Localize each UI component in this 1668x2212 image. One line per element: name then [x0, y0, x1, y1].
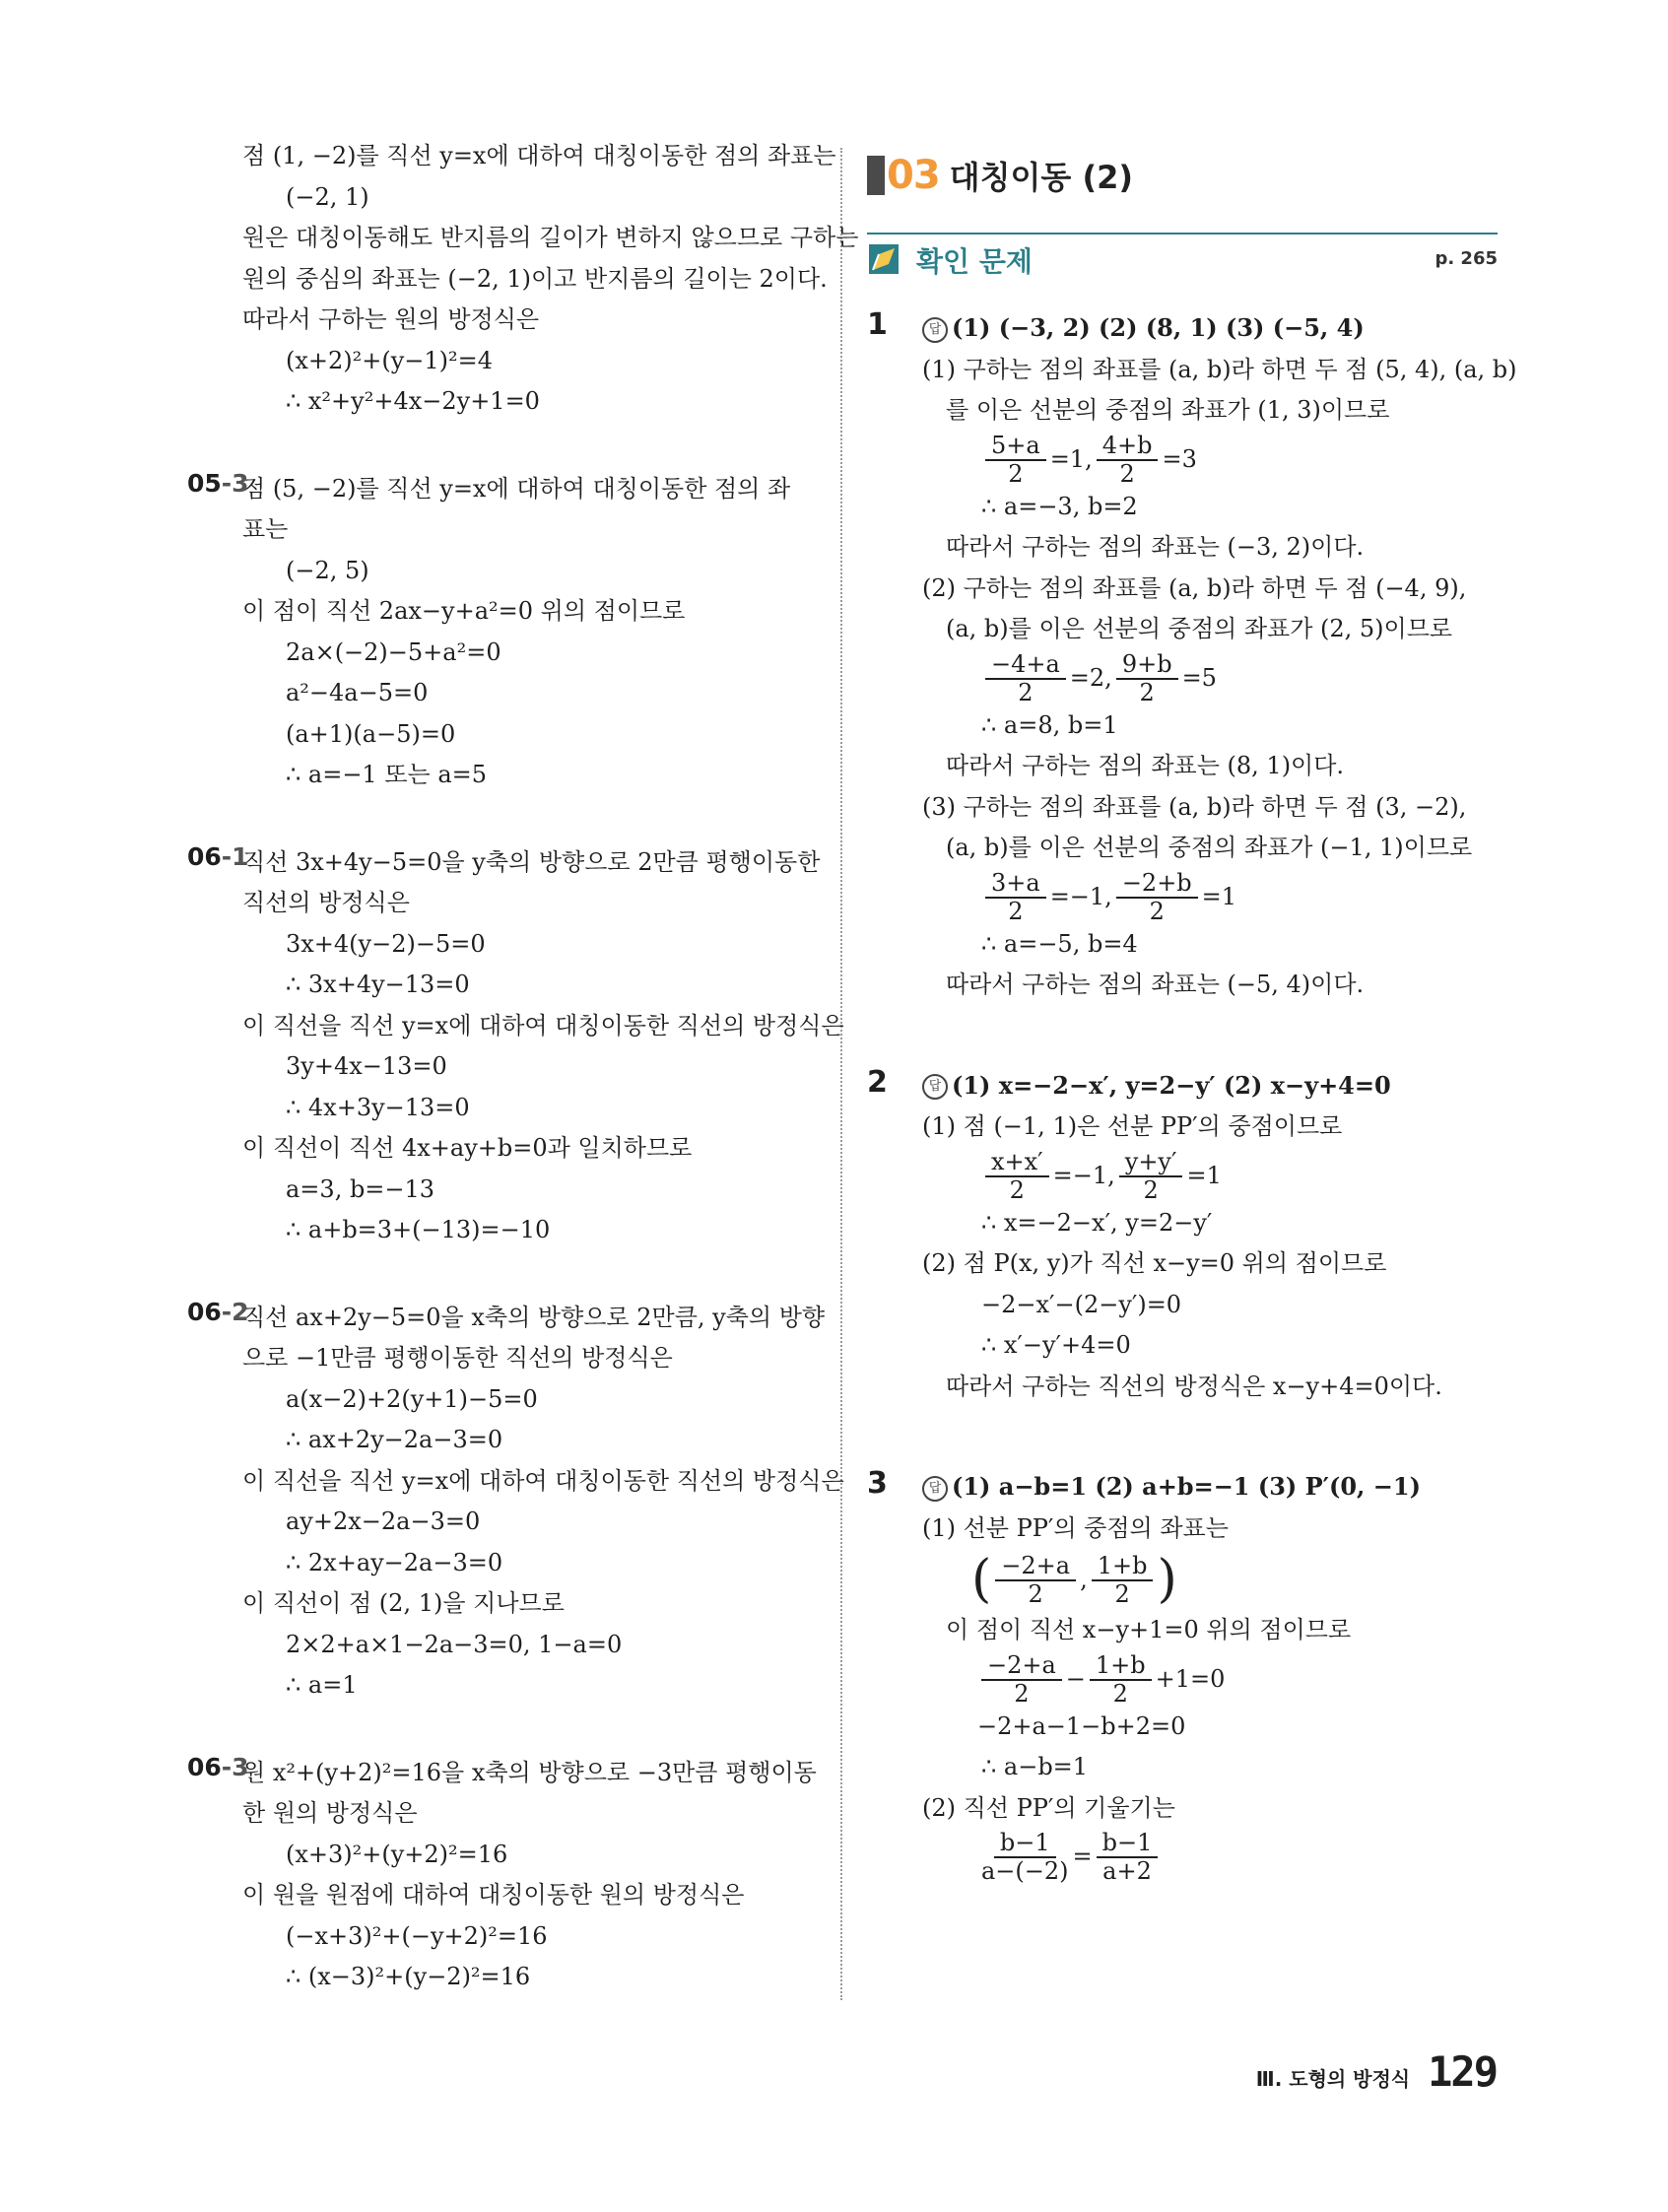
- fraction: $\frac{b-1}{a+2}$: [1097, 1829, 1159, 1884]
- solution-line: 직선의 방정식은: [242, 889, 410, 916]
- solution-line: 이 직선이 직선 4x+ay+b=0과 일치하므로: [242, 1134, 693, 1162]
- fraction-equation: $\frac{-4+a}{2}$ =2, $\frac{9+b}{2}$ =5: [922, 650, 1498, 705]
- page-number: 129: [1428, 2047, 1497, 2096]
- solution-line: a=3, b=−13: [286, 1174, 435, 1203]
- answer-line: [922, 1065, 1498, 1107]
- solution-line: ∴ a+b=3+(−13)=−10: [286, 1216, 551, 1243]
- solution-line: 따라서 구하는 직선의 방정식은 x−y+4=0이다.: [946, 1372, 1442, 1400]
- fraction: $\frac{-2+b}{2}$: [1116, 869, 1198, 924]
- solution-line: 원 x²+(y+2)²=16을 x축의 방향으로 −3만큼 평행이동: [242, 1758, 817, 1786]
- solution-line: ∴ 4x+3y−13=0: [286, 1093, 470, 1121]
- section-heading: [867, 154, 1133, 197]
- solution-line: 한 원의 방정식은: [242, 1799, 418, 1827]
- solution-line: (x+2)²+(y−1)²=4: [286, 346, 494, 374]
- problem-06-3: [187, 1753, 818, 1998]
- solution-line: 3y+4x−13=0: [286, 1052, 447, 1080]
- fraction: $\frac{5+a}{2}$: [985, 432, 1046, 487]
- solution-line: (a, b)를 이은 선분의 중점의 좌표가 (2, 5)이므로: [946, 615, 1453, 642]
- solution-line: 원은 대칭이동해도 반지름의 길이가 변하지 않으므로 구하는: [242, 224, 859, 251]
- midpoint-expression: ( $\frac{-2+a}{2}$ , $\frac{1+b}{2}$ ): [971, 1550, 1177, 1609]
- question-number: 1: [867, 307, 888, 342]
- solution-line: ∴ 2x+ay−2a−3=0: [286, 1548, 503, 1576]
- problem-number: 05-3: [187, 468, 249, 498]
- solution-line: (2) 점 P(x, y)가 직선 x−y=0 위의 점이므로: [922, 1249, 1387, 1277]
- solution-line: ∴ x′−y′+4=0: [981, 1331, 1131, 1359]
- problem-06-1: [187, 841, 844, 1251]
- solution-line: (2) 직선 PP′의 기울기는: [922, 1793, 1175, 1822]
- section-bar: [867, 156, 885, 195]
- column-divider: [840, 148, 842, 2000]
- question-2: [867, 1065, 1498, 1408]
- answer-badge: 답: [922, 1476, 948, 1502]
- answer-line: [922, 1466, 1498, 1508]
- solution-line: 으로 −1만큼 평행이동한 직선의 방정식은: [242, 1344, 673, 1372]
- section-number: 03: [887, 153, 940, 198]
- fraction-equation: $\frac{5+a}{2}$ =1, $\frac{4+b}{2}$ =3: [922, 432, 1498, 487]
- solution-line: 직선 ax+2y−5=0을 x축의 방향으로 2만큼, y축의 방향: [242, 1303, 826, 1331]
- answer-badge: 답: [922, 317, 948, 343]
- pencil-icon: [869, 244, 899, 274]
- answer-text: (1) (−3, 2) (2) (8, 1) (3) (−5, 4): [952, 313, 1365, 342]
- left-column: [187, 136, 859, 1998]
- solution-line: (−2, 1): [286, 182, 369, 211]
- solution-line: ∴ a=8, b=1: [981, 710, 1118, 739]
- solution-line: 표는: [242, 515, 289, 543]
- solution-line: (−x+3)²+(−y+2)²=16: [286, 1921, 548, 1950]
- solution-line: ∴ a−b=1: [981, 1753, 1089, 1780]
- solution-line: 점 (5, −2)를 직선 y=x에 대하여 대칭이동한 점의 좌: [242, 474, 791, 503]
- solution-line: (1) 구하는 점의 좌표를 (a, b)라 하면 두 점 (5, 4), (a, b): [922, 355, 1517, 383]
- fraction: $\frac{y+y'}{2}$: [1119, 1148, 1183, 1203]
- fraction: $\frac{x+x'}{2}$: [985, 1148, 1049, 1203]
- page-reference: p. 265: [1434, 248, 1498, 269]
- fraction: $\frac{1+b}{2}$: [1090, 1651, 1152, 1707]
- problem-06-2: [187, 1297, 844, 1707]
- solution-line: 이 점이 직선 x−y+1=0 위의 점이므로: [946, 1616, 1352, 1643]
- solution-line: ∴ ax+2y−2a−3=0: [286, 1426, 503, 1453]
- solution-line: (1) 선분 PP′의 중점의 좌표는: [922, 1513, 1229, 1542]
- answer-line: [922, 307, 1498, 350]
- solution-line: 2×2+a×1−2a−3=0, 1−a=0: [286, 1630, 623, 1658]
- question-number: 2: [867, 1064, 888, 1100]
- solution-line: (x+3)²+(y+2)²=16: [286, 1840, 508, 1868]
- solution-line: ∴ (x−3)²+(y−2)²=16: [286, 1963, 531, 1990]
- answer-text: (1) a−b=1 (2) a+b=−1 (3) P′(0, −1): [952, 1472, 1421, 1501]
- right-column: [867, 307, 1517, 1885]
- solution-line: a²−4a−5=0: [286, 679, 429, 706]
- solution-line: 따라서 구하는 점의 좌표는 (−5, 4)이다.: [946, 971, 1365, 998]
- solution-line: 원의 중심의 좌표는 (−2, 1)이고 반지름의 길이는 2이다.: [242, 264, 828, 293]
- solution-line: (1) 점 (−1, 1)은 선분 PP′의 중점이므로: [922, 1112, 1343, 1140]
- solution-line: ∴ a=1: [286, 1671, 358, 1699]
- fraction: $\frac{3+a}{2}$: [985, 869, 1046, 924]
- solution-line: ay+2x−2a−3=0: [286, 1508, 481, 1535]
- check-title: 확인 문제: [916, 245, 1033, 278]
- solution-line: 이 직선을 직선 y=x에 대하여 대칭이동한 직선의 방정식은: [242, 1466, 844, 1495]
- problem-number: 06-3: [187, 1752, 249, 1781]
- fraction: $\frac{-2+a}{2}$: [995, 1552, 1076, 1607]
- solution-line: 이 직선이 점 (2, 1)을 지나므로: [242, 1589, 565, 1617]
- question-3: [867, 1466, 1498, 1884]
- solution-line: (a+1)(a−5)=0: [286, 719, 456, 748]
- solution-line: ∴ a=−3, b=2: [981, 492, 1138, 520]
- solution-line: 직선 3x+4y−5=0을 y축의 방향으로 2만큼 평행이동한: [242, 847, 821, 876]
- fraction: $\frac{1+b}{2}$: [1092, 1552, 1154, 1607]
- page-footer: [1256, 2047, 1497, 2096]
- intro-solution: [187, 136, 859, 423]
- solution-line: ∴ 3x+4y−13=0: [286, 971, 470, 998]
- solution-line: (a, b)를 이은 선분의 중점의 좌표가 (−1, 1)이므로: [946, 834, 1473, 861]
- fraction: $\frac{b-1}{a-(-2)}$: [981, 1829, 1069, 1885]
- fraction-equation: $\frac{b-1}{a-(-2)}$ = $\frac{b-1}{a+2}$: [922, 1829, 1498, 1884]
- fraction-equation: $\frac{-2+a}{2}$ − $\frac{1+b}{2}$ +1=0: [922, 1651, 1498, 1707]
- solution-line: a(x−2)+2(y+1)−5=0: [286, 1384, 538, 1413]
- solution-line: ∴ a=−1 또는 a=5: [286, 761, 488, 788]
- fraction: $\frac{-2+a}{2}$: [981, 1651, 1062, 1707]
- solution-line: ∴ x=−2−x′, y=2−y′: [981, 1208, 1213, 1237]
- solution-line: (−2, 5): [286, 556, 369, 584]
- solution-line: −2−x′−(2−y′)=0: [981, 1290, 1182, 1318]
- problem-05-3: [187, 469, 818, 796]
- fraction-equation: $\frac{x+x'}{2}$ =−1, $\frac{y+y'}{2}$ =1: [922, 1148, 1498, 1203]
- solution-line: 따라서 구하는 원의 방정식은: [242, 305, 540, 333]
- section-title: 대칭이동 (2): [949, 159, 1133, 196]
- fraction-equation: $\frac{3+a}{2}$ =−1, $\frac{-2+b}{2}$ =1: [922, 869, 1498, 924]
- question-number: 3: [867, 1466, 888, 1501]
- chapter-label: Ⅲ. 도형의 방정식: [1255, 2067, 1411, 2091]
- solution-line: 를 이은 선분의 중점의 좌표가 (1, 3)이므로: [946, 396, 1390, 424]
- fraction: $\frac{9+b}{2}$: [1116, 650, 1178, 705]
- solution-line: 따라서 구하는 점의 좌표는 (8, 1)이다.: [946, 752, 1345, 779]
- solution-line: 이 점이 직선 2ax−y+a²=0 위의 점이므로: [242, 597, 686, 625]
- solution-line: 이 원을 원점에 대하여 대칭이동한 원의 방정식은: [242, 1881, 745, 1909]
- solution-line: (3) 구하는 점의 좌표를 (a, b)라 하면 두 점 (3, −2),: [922, 792, 1467, 821]
- fraction: $\frac{-4+a}{2}$: [985, 650, 1066, 705]
- answer-text: (1) x=−2−x′, y=2−y′ (2) x−y+4=0: [952, 1070, 1391, 1100]
- solution-line: (2) 구하는 점의 좌표를 (a, b)라 하면 두 점 (−4, 9),: [922, 573, 1467, 602]
- problem-number: 06-2: [187, 1297, 249, 1326]
- solution-line: ∴ a=−5, b=4: [981, 929, 1138, 958]
- fraction: $\frac{4+b}{2}$: [1097, 432, 1159, 487]
- check-problems-header: [867, 233, 1498, 282]
- answer-badge: 답: [922, 1074, 948, 1100]
- question-1: [867, 307, 1517, 1006]
- solution-line: 3x+4(y−2)−5=0: [286, 929, 486, 958]
- solution-line: ∴ x²+y²+4x−2y+1=0: [286, 387, 540, 415]
- problem-number: 06-1: [187, 841, 249, 871]
- solution-line: 2a×(−2)−5+a²=0: [286, 637, 501, 666]
- solution-line: 이 직선을 직선 y=x에 대하여 대칭이동한 직선의 방정식은: [242, 1011, 844, 1039]
- solution-line: −2+a−1−b+2=0: [977, 1711, 1186, 1740]
- solution-line: 따라서 구하는 점의 좌표는 (−3, 2)이다.: [946, 533, 1365, 561]
- solution-line: 점 (1, −2)를 직선 y=x에 대하여 대칭이동한 점의 좌표는: [242, 142, 836, 169]
